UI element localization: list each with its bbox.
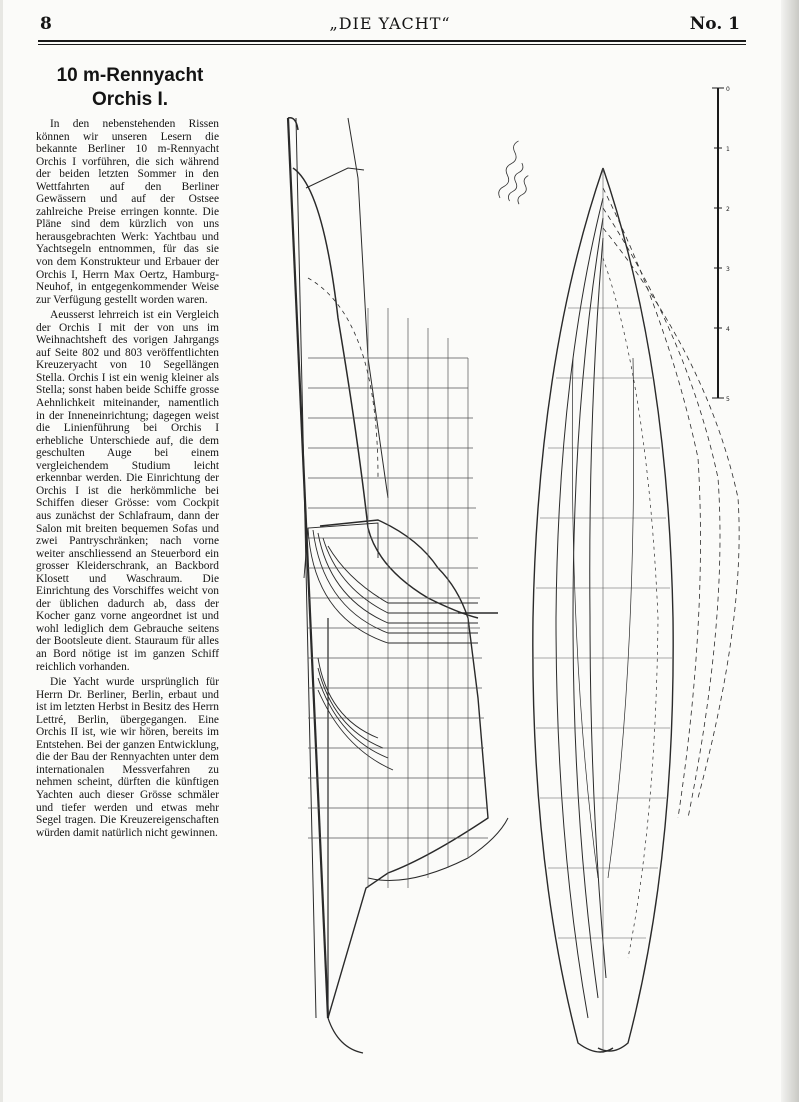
article-title-line2: Orchis I. — [91, 89, 169, 110]
scale-label-1: 1 — [726, 146, 730, 153]
scale-label-4: 4 — [726, 326, 730, 333]
sheer-plan-profile — [288, 118, 508, 1053]
scale-label-0: 0 — [726, 86, 730, 93]
half-breadth-plan — [533, 168, 739, 1053]
paragraph-1: In den nebenstehenden Rissen können wir unseren Lesern die bekannte Berliner 10 m-Rennyacht Orchis I vorführen, die sich während der beiden letzten Sommer in den Wettfahrten auf den Berliner Gewässern und auf der Ostsee zahlreiche Preise erringen konnte. Die Pläne sind dem kürzlich von uns herausgebrachten Werk: Yachtbau und Yachtsegeln entnommen, für das sie von dem Konstrukteur und Erbauer der Orchis I, Herrn Max Oertz, Hamburg-Neuhof, in entgegenkommender Weise zur Verfügung gestellt worden waren. — [36, 118, 219, 306]
article-title — [40, 64, 220, 112]
scale-label-3: 3 — [726, 266, 730, 273]
journal-title: „DIE YACHT“ — [329, 14, 451, 33]
page-number: 8 — [40, 14, 52, 34]
header-rule-thin — [38, 44, 746, 45]
page-edge-left — [0, 0, 3, 1102]
page-header — [40, 14, 740, 42]
header-rule — [38, 40, 746, 42]
paragraph-2: Aeusserst lehrreich ist ein Vergleich der Orchis I mit der von uns im Weihnachtsheft des vorigen Jahrgangs auf Seite 802 und 803 veröffentlichten Kreuzeryacht von 10 Segellängen Stella. Orchis I ist ein wenig kleiner als Stella; sonst haben beide Schiffe grosse Aehnlichkeit miteinander, namentlich in der Inneneinrichtung; dagegen weist die Linienführung bei Orchis I erhebliche Unterschiede auf, die dem geschulten Auge bei einem vergleichendem Studium leicht erkennbar werden. Die Einrichtung der Orchis I ist die herkömmliche bei Schiffen dieser Grösse: vom Cockpit aus zunächst der Schlafraum, dann der Salon mit breiten bequemen Sofas und zwei Pantryschränken; nach vorne weiter anschliessend an Steuerbord ein grosser Kleiderschrank, an Backbord Klosett und Waschraum. Die Einrichtung des Vorschiffes weicht von der üblichen dadurch ab, dass der Kocher ganz vorne angeordnet ist und wohl lediglich dem Gebrauche seitens der Bootsleute dient. Stauraum für alles an Bord nötige ist im ganzen Schiff reichlich vorhanden. — [36, 309, 219, 673]
article-title-line1: 10 m-Rennyacht — [56, 65, 204, 86]
scale-label-5: 5 — [726, 396, 730, 403]
paragraph-3: Die Yacht wurde ursprünglich für Herrn Dr. Berliner, Berlin, erbaut und ist im letzten Herbst in Besitz des Herrn Lettré, Berlin, übergegangen. Eine Orchis II ist, wie wir hören, bereits im Entstehen. Bei der ganzen Entwicklung, die der Bau der Rennyachten unter dem internationalen Messverfahren zu nehmen scheint, dürften die künftigen Yachten auch dieser Grösse schmäler und tiefer werden und etwas mehr Segel tragen. Die Kreuzereigenschaften würden damit natürlich nicht gewinnen. — [36, 676, 219, 839]
issue-number: No. 1 — [689, 14, 740, 34]
designer-signature — [497, 140, 540, 205]
scale-bar — [712, 88, 724, 398]
yacht-lines-drawing — [268, 58, 768, 1098]
article-body — [36, 118, 219, 842]
scale-labels — [726, 86, 730, 403]
page-edge-right — [781, 0, 799, 1102]
scale-label-2: 2 — [726, 206, 730, 213]
